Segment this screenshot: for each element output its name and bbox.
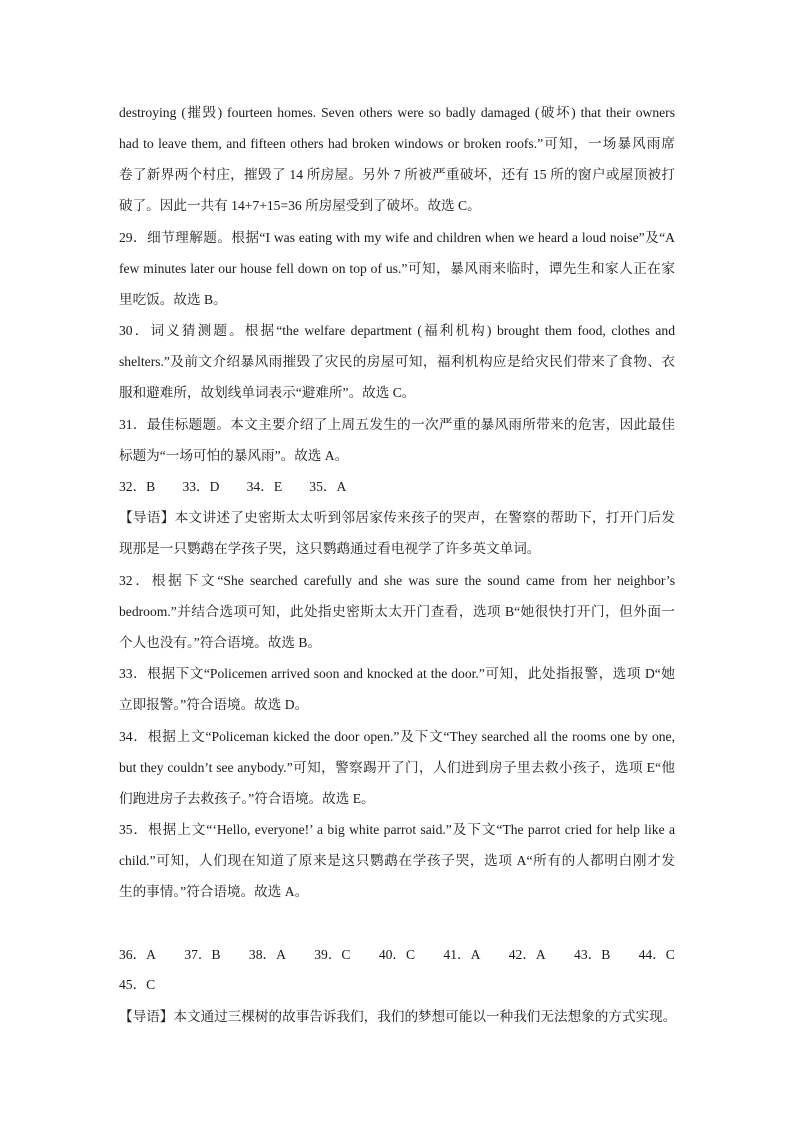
answer-item: 40．C xyxy=(378,947,416,962)
text-line: 们跑进房子去救孩子。”符合语境。故选 E。 xyxy=(119,791,375,806)
text-line: 里吃饭。故选 B。 xyxy=(119,292,227,307)
text-line: child.”可知，人们现在知道了原来是这只鹦鹉在学孩子哭，选项 A“所有的人都明白刚才发 xyxy=(119,853,675,868)
answer-item: 36．A xyxy=(119,947,157,962)
answer-item: 41．A xyxy=(443,947,481,962)
text-line: 个人也没有。”符合语境。故选 B。 xyxy=(119,635,322,650)
text-line: 卷了新界两个村庄，摧毁了 14 所房屋。另外 7 所被严重破坏，还有 15 所的窗户或屋顶被打 xyxy=(119,167,675,182)
text-line: 【导语】本文通过三棵树的故事告诉我们，我们的梦想可能以一种我们无法想象的方式实现。 xyxy=(119,1009,677,1024)
text-line: 29．细节理解题。根据“I was eating with my wife and children when we heard a loud noise”及“A xyxy=(119,230,675,245)
text-line: 33．根据下文“Policemen arrived soon and knocked at the door.”可知，此处指报警，选项 D“她 xyxy=(119,666,675,681)
text-line: 立即报警。”符合语境。故选 D。 xyxy=(119,697,309,712)
answer-item: 44．C xyxy=(638,947,675,962)
text-line: had to leave them, and fifteen others had broken windows or broken roofs.”可知，一场暴风雨席 xyxy=(119,136,675,151)
text-line: 现那是一只鹦鹉在学孩子哭，这只鹦鹉通过看电视学了许多英文单词。 xyxy=(119,541,541,556)
text-line: destroying (摧毁) fourteen homes. Seven others were so badly damaged (破坏) that their owners xyxy=(119,105,675,120)
answer-item: 37．B xyxy=(184,947,221,962)
text-line: 31．最佳标题题。本文主要介绍了上周五发生的一次严重的暴风雨所带来的危害，因此最佳 xyxy=(119,417,675,432)
answers-row xyxy=(119,945,675,965)
text-line: but they couldn’t see anybody.”可知，警察踢开了门，人们进到房子里去救小孩子，选项 E“他 xyxy=(119,760,675,775)
answer-line: 32．B 33．D 34．E 35．A xyxy=(119,479,347,494)
answer-item: 38．A xyxy=(248,947,286,962)
text-line: 35．根据上文“‘Hello, everyone!’ a big white parrot said.”及下文“The parrot cried for help like a xyxy=(119,822,675,837)
text-line: 生的事情。”符合语境。故选 A。 xyxy=(119,884,309,899)
answer-item: 43．B xyxy=(574,947,611,962)
text-line: 标题为“一场可怕的暴风雨”。故选 A。 xyxy=(119,448,349,463)
text-line: 34．根据上文“Policeman kicked the door open.”及下文“They searched all the rooms one by one, xyxy=(119,729,675,744)
text-line: 【导语】本文讲述了史密斯太太听到邻居家传来孩子的哭声，在警察的帮助下，打开门后发 xyxy=(119,510,675,525)
text-line: 30．词义猜测题。根据“the welfare department (福利机构) brought them food, clothes and xyxy=(119,323,675,338)
text-line: 32．根据下文“She searched carefully and she was sure the sound came from her neighbor’s xyxy=(119,573,675,588)
answer-item: 42．A xyxy=(508,947,546,962)
text-line: bedroom.”并结合选项可知，此处指史密斯太太开门查看，选项 B“她很快打开门，但外面一 xyxy=(119,604,675,619)
text-line: 破了。因此一共有 14+7+15=36 所房屋受到了破坏。故选 C。 xyxy=(119,198,481,213)
answer-line: 45．C xyxy=(119,977,156,992)
text-line: shelters.”及前文介绍暴风雨摧毁了灾民的房屋可知，福利机构应是给灾民们带来了食物、衣 xyxy=(119,354,675,369)
answer-item: 39．C xyxy=(314,947,351,962)
text-line: few minutes later our house fell down on top of us.”可知，暴风雨来临时，谭先生和家人正在家 xyxy=(119,261,675,276)
text-line: 服和避难所，故划线单词表示“避难所”。故选 C。 xyxy=(119,385,416,400)
